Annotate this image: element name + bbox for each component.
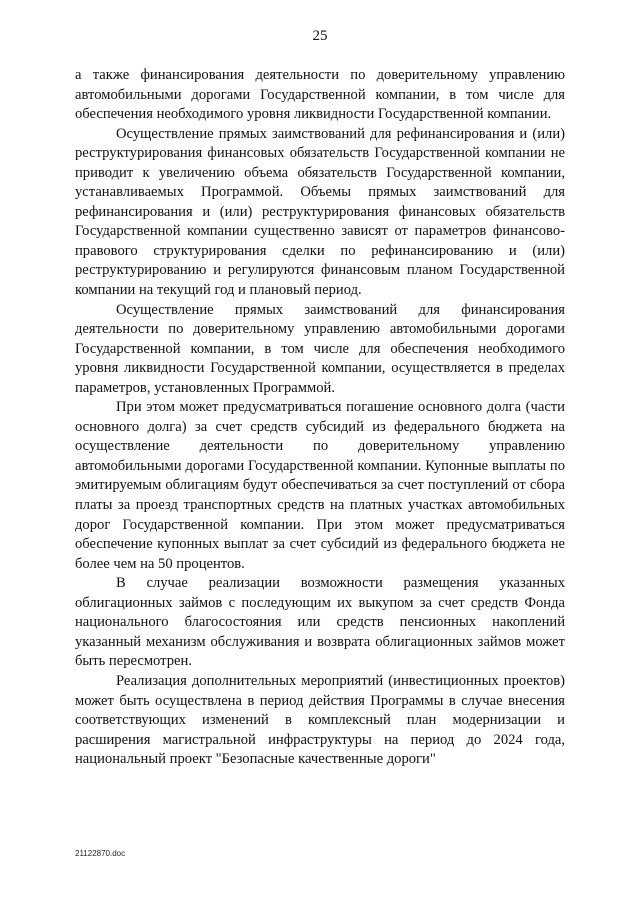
paragraph-trust-management: Осуществление прямых заимствований для финансирования деятельности по доверительному управлению автомобильными дорогами Государственной компании, в том числе для обеспечения необходимого уровня ликвидности Государственной компании, осуществляется в пределах параметров, установленных Программой.: [75, 301, 565, 396]
paragraph-additional-projects: Реализация дополнительных мероприятий (инвестиционных проектов) может быть осуществлена в период действия Программы в случае внесения соответствующих изменений в комплексный план модернизации и расширения магистральной инфраструктуры на период до 2024 года, национальный проект "Безопасные качественные дороги": [75, 672, 565, 768]
paragraph-bond-buyback: В случае реализации возможности размещения указанных облигационных займов с последующим их выкупом за счет средств Фонда национального благосостояния или средств пенсионных накоплений указанный механизм обслуживания и возврата облигационных займов может быть пересмотрен.: [75, 575, 565, 670]
paragraph-refinancing: Осуществление прямых заимствований для рефинансирования и (или) реструктурирования финансовых обязательств Государственной компании не приводит к увеличению объема обязательств Государственной компании, устанавливаемых Программой. Объемы прямых заимствований для рефинансирования и (или) реструктурирования финансовых обязательств Государственной компании существенно зависят от параметров финансово-правового структурирования сделки по рефинансированию и (или) реструктурированию и регулируются финансовым планом Государственной компании на текущий год и плановый период.: [75, 125, 565, 299]
document-body: [75, 66, 565, 770]
page-number: 25: [312, 28, 328, 44]
footer-filename: 21122870.doc: [75, 849, 126, 858]
paragraph-debt-repayment: При этом может предусматриваться погашение основного долга (части основного долга) за счет средств субсидий из федерального бюджета на осуществление деятельности по доверительному управлению автомобильными дорогами Государственной компании. Купонные выплаты по эмитируемым облигациям будут обеспечиваться за счет поступлений от сбора платы за проезд транспортных средств на платных участках автомобильных дорог Государственной компании. При этом может предусматриваться обеспечение купонных выплат за счет субсидий из федерального бюджета не более чем на 50 процентов.: [75, 399, 565, 572]
paragraph-continuation: а также финансирования деятельности по доверительному управлению автомобильными дорогами Государственной компании, в том числе для обеспечения необходимого уровня ликвидности Государственной компании.: [75, 67, 565, 123]
